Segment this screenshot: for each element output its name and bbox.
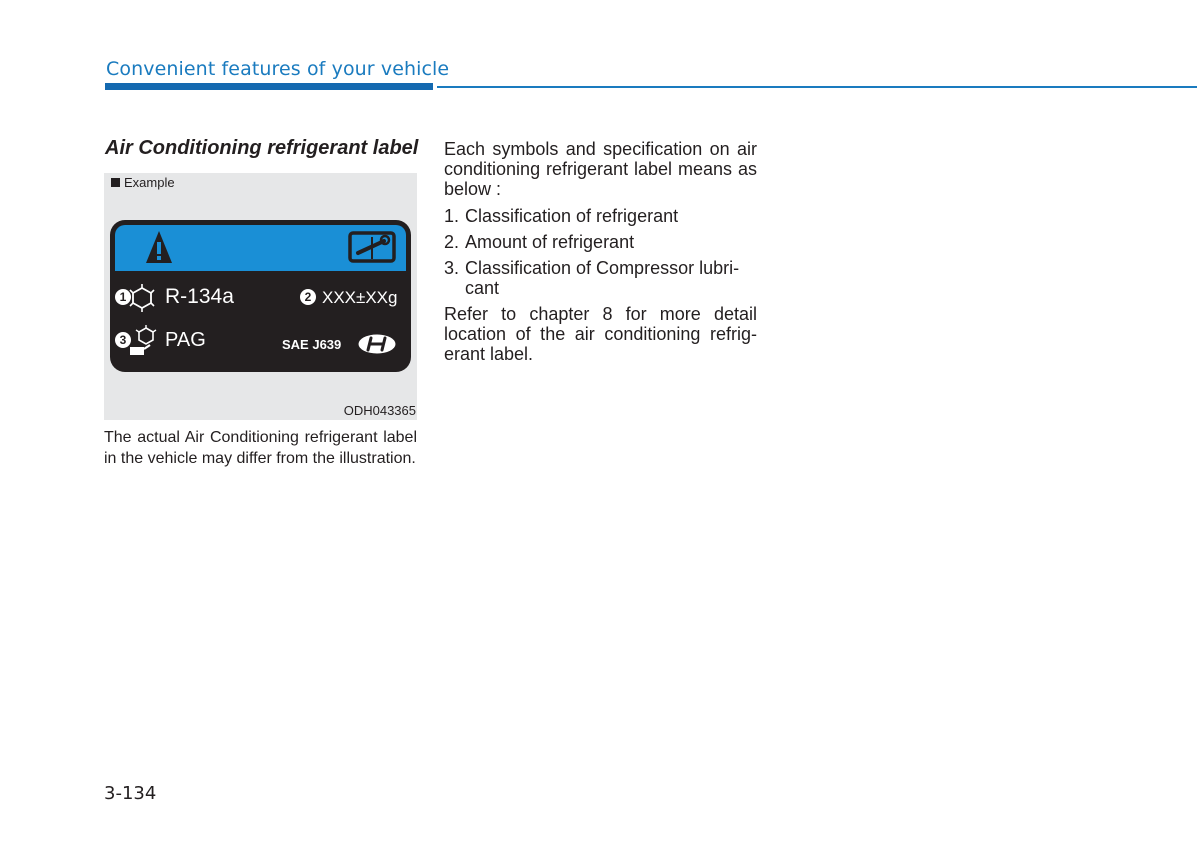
warning-triangle-icon — [145, 229, 173, 265]
refrigerant-amount: XXX±XXg — [322, 288, 398, 307]
intro-paragraph: Each symbols and specification on air conditioning refrigerant label means as below : — [444, 139, 757, 199]
refrigerant-type: R-134a — [165, 285, 234, 308]
header-rule-thin — [437, 86, 1197, 88]
section-title: Convenient features of your vehicle — [106, 58, 450, 80]
refer-paragraph: Refer to chapter 8 for more detail location of the air conditioning refrig-erant label. — [444, 304, 757, 364]
figure-note: The actual Air Conditioning refrigerant label in the vehicle may differ from the illustration. — [104, 429, 417, 467]
list-text: Amount of refrigerant — [465, 232, 635, 252]
lubricant-type: PAG — [165, 329, 206, 351]
list-text: Classification of Compressor lubri-cant — [465, 258, 740, 298]
list-number: 2. — [444, 232, 460, 252]
refrigerant-icon — [128, 284, 156, 312]
marker-1: 1 — [115, 289, 131, 305]
list-number: 3. — [444, 258, 460, 278]
list-item — [444, 206, 757, 226]
list-text: Classification of refrigerant — [465, 206, 679, 226]
label-top-band — [115, 225, 406, 271]
right-column — [444, 139, 757, 364]
marker-2: 2 — [300, 289, 316, 305]
list-item — [444, 232, 757, 252]
compressor-oil-icon — [128, 325, 158, 357]
figure — [104, 173, 417, 420]
figure-caption — [111, 175, 175, 190]
refrigerant-label-card — [110, 220, 411, 372]
hyundai-logo-icon — [357, 333, 397, 355]
marker-3: 3 — [115, 332, 131, 348]
standard-code: SAE J639 — [282, 337, 342, 352]
subheading: Air Conditioning refrigerant label — [105, 137, 419, 159]
figure-code: ODH043365 — [343, 403, 416, 418]
square-bullet-icon — [111, 178, 120, 187]
figure-caption-text: Example — [124, 175, 175, 190]
list-item — [444, 258, 757, 298]
symbol-list — [444, 206, 757, 298]
list-number: 1. — [444, 206, 460, 226]
service-manual-icon — [348, 231, 396, 263]
header-rule-thick — [105, 83, 433, 90]
page-number: 3-134 — [104, 783, 157, 804]
